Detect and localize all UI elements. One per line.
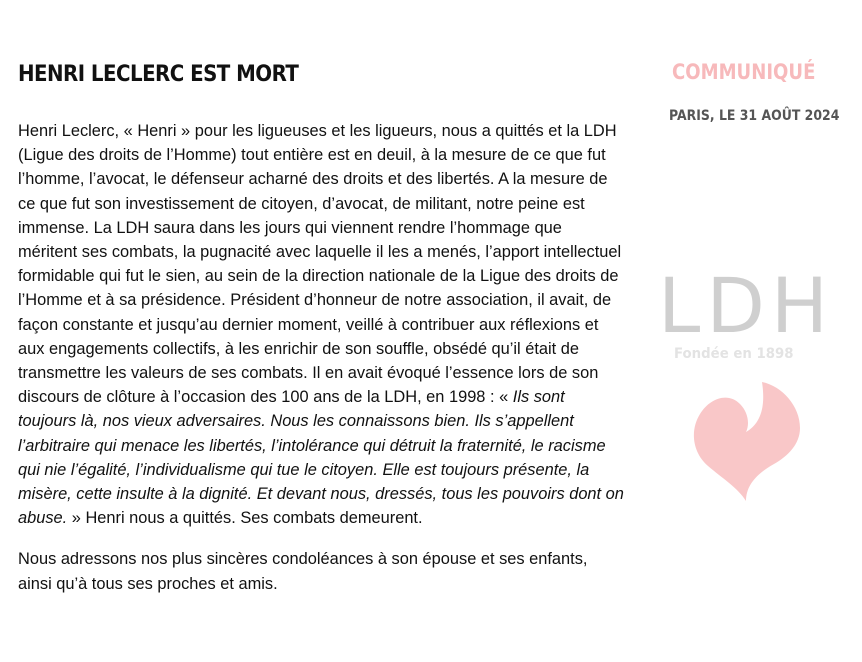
communique-date: PARIS, LE 31 AOÛT 2024 [669, 108, 840, 124]
communique-label: COMMUNIQUÉ [672, 60, 816, 84]
flame-shape [694, 382, 800, 501]
logo-letters: LDH [658, 261, 835, 350]
ldh-logo [650, 261, 835, 536]
paragraph-condolences: Nous adressons nos plus sincères condoléances à son épouse et ses enfants, ainsi qu’à tous ses proches et amis. [18, 550, 588, 593]
article-body [18, 119, 624, 613]
paragraph-main-outro: » Henri nous a quittés. Ses combats demeurent. [67, 509, 423, 528]
paragraph-main-intro: Henri Leclerc, « Henri » pour les ligueuses et les ligueurs, nous a quittés et la LDH (Ligue des droits de l’Homme) tout entière est en deuil, à la mesure de ce que fut l’homme, l’avocat, le défenseur acharné des droits et des libertés. A la mesure de ce que fut son investissement de citoyen, d’avocat, de militant, notre peine est immense. La LDH saura dans les jours qui viennent rendre l’hommage que méritent ses combats, la pugnacité avec laquelle il les a menés, l’apport intellectuel formidable qui fut le sien, au sein de la direction nationale de la Ligue des droits de l’Homme et à sa présidence. Président d’honneur de notre association, il avait, de façon constante et jusqu’au dernier moment, veillé à contribuer aux réflexions et aux engagements collectifs, à les enrichir de son souffle, obsédé qu’il était de transmettre les valeurs de ses combats. Il en avait évoqué l’essence lors de son discours de clôture à l’occasion des 100 ans de la LDH, en 1998 : « [18, 122, 622, 407]
page-title: HENRI LECLERC EST MORT [18, 62, 299, 87]
paragraph-main [18, 119, 624, 530]
logo-tagline: Fondée en 1898 [674, 346, 794, 362]
quote-text: Ils sont toujours là, nos vieux adversaires. Nous les connaissons bien. Ils s’appellent l’arbitraire qui menace les libertés, l’intolérance qui détruit la fraternité, le racisme qui nie l’égalité, l’individualisme qui tue le citoyen. Elle est toujours présente, la misère, cette insulte à la dignité. Et devant nous, dressés, tous les pouvoirs dont on abuse. [18, 388, 624, 528]
